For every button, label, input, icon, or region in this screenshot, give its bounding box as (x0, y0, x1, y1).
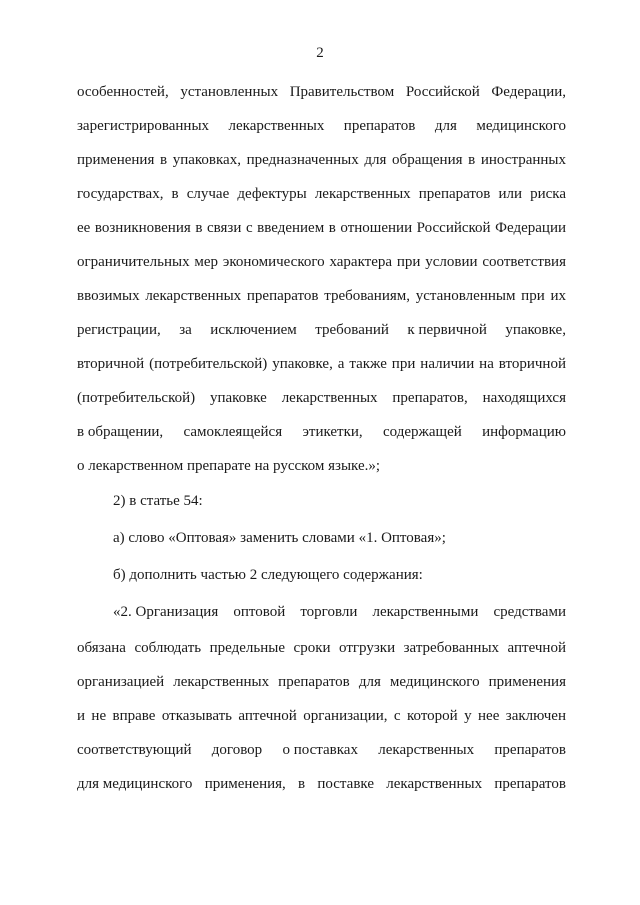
text-line-2 (77, 109, 566, 143)
text-segment: вторичной (потребительской) упаковке, а также при наличии на вторичной (77, 356, 566, 372)
word: этикетки, (302, 424, 363, 440)
text-segment: и не вправе отказывать аптечной организации, с которой у нее заключен (77, 708, 566, 724)
text-segment: 2) в статье 54: (113, 493, 203, 509)
text-line-21 (77, 767, 566, 801)
text-line-1 (77, 75, 566, 109)
word: применения, (204, 776, 286, 792)
text-line-7 (77, 279, 566, 313)
text-segment: о лекарственном препарате на русском языке.»; (77, 458, 381, 474)
word: лекарственных (378, 742, 475, 758)
text-line-20 (77, 733, 566, 767)
text-line-3 (77, 143, 566, 177)
text-segment: б) дополнить частью 2 следующего содержания: (113, 567, 423, 583)
word: упаковке, (505, 322, 566, 338)
word: для медицинского (77, 776, 193, 792)
word: лекарственными (372, 604, 479, 620)
word: упаковке (209, 390, 267, 406)
text-line-19 (77, 699, 566, 733)
text-segment: государствах, в случае дефектуры лекарственных препаратов или риска (77, 186, 566, 202)
text-segment: применения в упаковках, предназначенных для обращения в иностранных (77, 152, 566, 168)
word: торговли (300, 604, 358, 620)
text-line-4 (77, 177, 566, 211)
text-segment: обязана соблюдать предельные сроки отгрузки затребованных аптечной (77, 640, 566, 656)
word: в (298, 776, 306, 792)
text-segment: ее возникновения в связи с введением в отношении Российской Федерации (77, 220, 566, 236)
text-line-14 (77, 520, 566, 557)
word: находящихся (482, 390, 566, 406)
text-line-17 (77, 631, 566, 665)
page-number: 2 (316, 45, 324, 61)
text-line-5 (77, 211, 566, 245)
word: для (434, 118, 457, 134)
text-line-15 (77, 557, 566, 594)
text-segment: ограничительных мер экономического характера при условии соответствия (77, 254, 566, 270)
text-line-12 (77, 449, 566, 483)
word: соответствующий (77, 742, 192, 758)
word: регистрации, (77, 322, 161, 338)
word: содержащей (383, 424, 462, 440)
word: в обращении, (77, 424, 164, 440)
word: препаратов (343, 118, 416, 134)
text-line-8 (77, 313, 566, 347)
text-line-9 (77, 347, 566, 381)
word: поставке (317, 776, 374, 792)
word: лекарственных (228, 118, 325, 134)
word: зарегистрированных (77, 118, 210, 134)
word: оптовой (233, 604, 286, 620)
word: о поставках (282, 742, 358, 758)
word: требований (315, 322, 389, 338)
text-segment: а) слово «Оптовая» заменить словами «1. Оптовая»; (113, 530, 446, 546)
word: исключением (210, 322, 297, 338)
word: к первичной (407, 322, 487, 338)
word: (потребительской) (77, 390, 196, 406)
text-line-18 (77, 665, 566, 699)
word: за (179, 322, 192, 338)
text-segment: ввозимых лекарственных препаратов требованиям, установленным при их (77, 288, 566, 304)
text-line-11 (77, 415, 566, 449)
text-line-13 (77, 483, 566, 520)
word: лекарственных (281, 390, 378, 406)
word: договор (211, 742, 263, 758)
text-line-10 (77, 381, 566, 415)
word: самоклеящейся (183, 424, 283, 440)
text-segment: организацией лекарственных препаратов для медицинского применения (77, 674, 566, 690)
text-line-16 (77, 594, 566, 631)
word: средствами (493, 604, 566, 620)
word: «2. Организация (113, 604, 219, 620)
word: препаратов (494, 742, 566, 758)
text-line-6 (77, 245, 566, 279)
text-segment: особенностей, установленных Правительством Российской Федерации, (77, 84, 566, 100)
word: информацию (482, 424, 566, 440)
word: медицинского (476, 118, 566, 134)
word: лекарственных (386, 776, 483, 792)
word: препаратов (494, 776, 566, 792)
word: препаратов, (392, 390, 468, 406)
document-body (77, 75, 566, 801)
